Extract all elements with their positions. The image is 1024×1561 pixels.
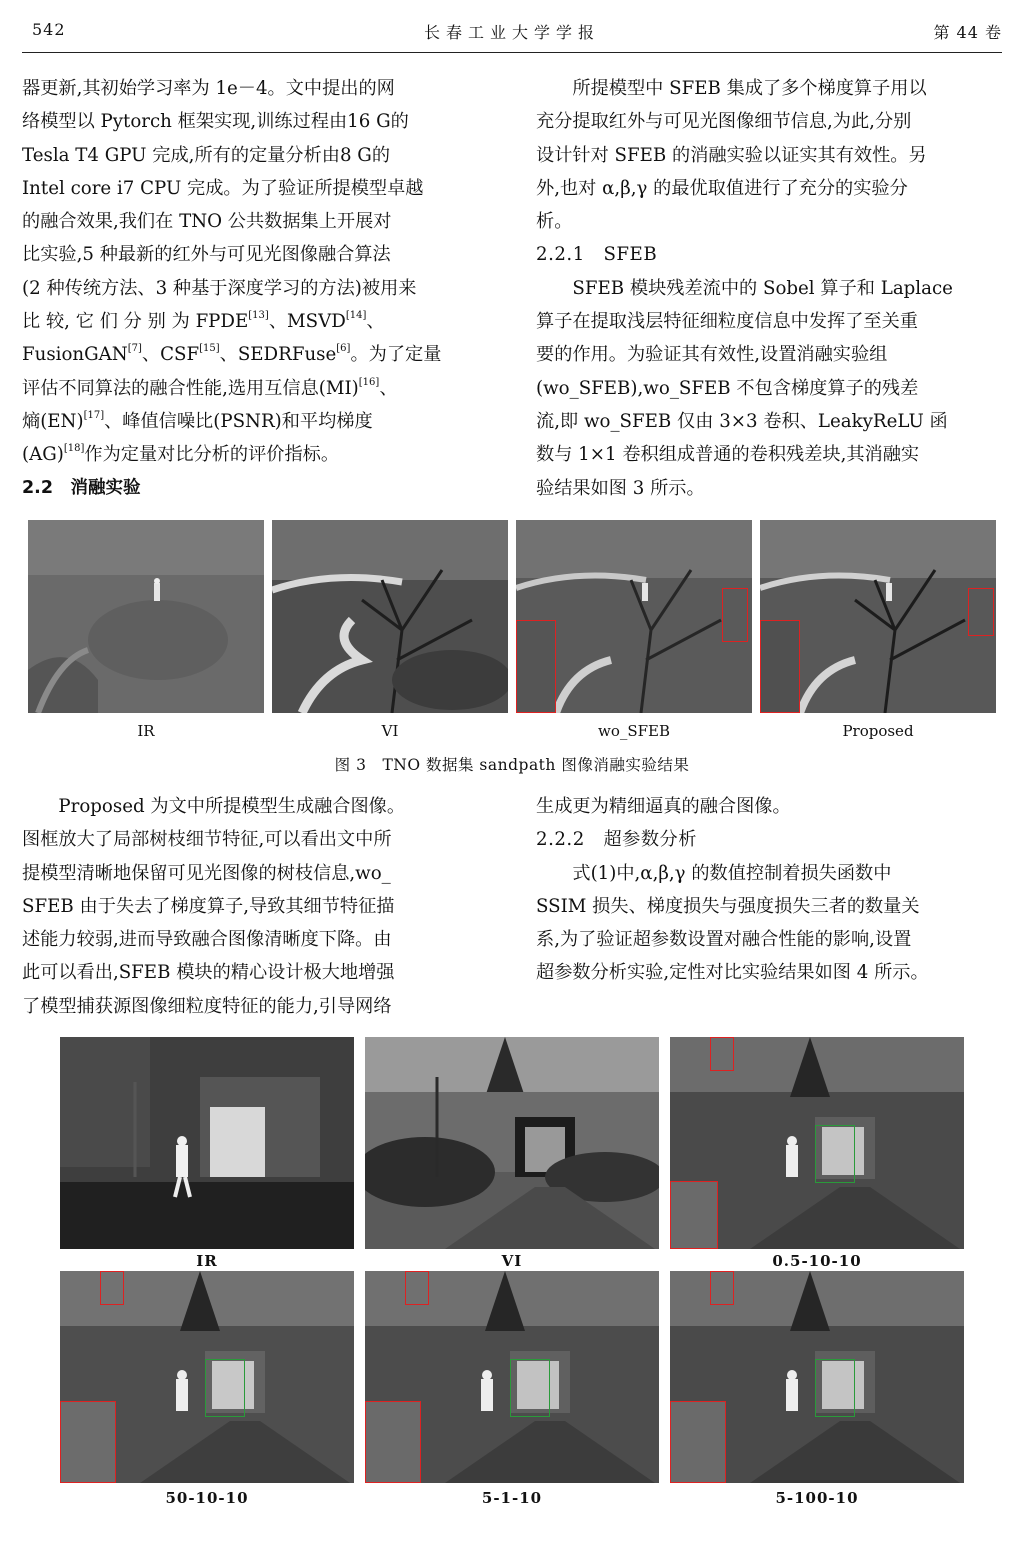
text-span: 评估不同算法的融合性能,选用互信息(MI) [22,377,359,399]
zoom-inset-box [365,1401,421,1483]
fig3-label: wo_SFEB [597,722,671,740]
text-line: 述能力较弱,进而导致融合图像清晰度下降。由 [22,929,392,951]
zoom-inset-box [60,1401,116,1483]
roi-green-box [815,1125,855,1183]
text-line: 络模型以 Pytorch 框架实现,训练过程由16 G的 [22,111,409,133]
text-line: 验结果如图 3 所示。 [536,477,705,499]
text-line: 充分提取红外与可见光图像细节信息,为此,分别 [536,111,912,133]
text-line: 的融合效果,我们在 TNO 公共数据集上开展对 [22,211,392,233]
text-line: 析。 [536,211,573,233]
citation: [16] [358,376,380,388]
text-line: (2 种传统方法、3 种基于深度学习的方法)被用来 [22,277,417,299]
text-line: 数与 1×1 卷积组成普通的卷积残差块,其消融实 [536,444,920,466]
text-span: 、 [379,377,398,399]
fig4-label: 5-100-10 [775,1489,859,1507]
zoom-inset-box [516,620,556,713]
fig4-vi-image [365,1037,659,1249]
figure-caption: 图 3 TNO 数据集 sandpath 图像消融实验结果 [334,756,690,774]
citation: [15] [199,343,220,355]
text-line: 算子在提取浅层特征细粒度信息中发挥了至关重 [536,311,918,333]
text-line: 提模型清晰地保留可见光图像的树枝信息,wo_ [22,862,391,884]
roi-box [710,1271,734,1305]
text-line: 要的作用。为验证其有效性,设置消融实验组 [536,344,888,366]
text-line: 设计针对 SFEB 的消融实验以证实其有效性。另 [536,144,927,166]
citation: [7] [127,343,142,355]
text-line: Proposed 为文中所提模型生成融合图像。 [58,796,406,817]
text-line: 图框放大了局部树枝细节特征,可以看出文中所 [22,829,392,851]
fig4-label: 50-10-10 [165,1489,249,1507]
roi-green-box [510,1359,550,1417]
fig4-result-image [365,1271,659,1483]
text-span: 熵(EN) [22,410,84,432]
fig4-label: 5-1-10 [481,1489,543,1507]
text-line: 生成更为精细逼真的融合图像。 [536,796,791,817]
text-line: Tesla T4 GPU 完成,所有的定量分析由8 G的 [22,144,391,166]
right-column-mid [536,790,1002,990]
roi-green-box [205,1359,245,1417]
text-line: 系,为了验证超参数设置对融合性能的影响,设置 [536,929,912,951]
text-line: SFEB 由于失去了梯度算子,导致其细节特征描 [22,895,395,917]
fig3-label: IR [137,722,155,740]
text-line [22,372,488,405]
roi-green-box [815,1359,855,1417]
fig3-wo-sfeb-image [516,520,752,713]
journal-title: 长春工业大学学报 [423,23,600,42]
fig4-result-image [670,1037,964,1249]
fig3-ir-image [28,520,264,713]
text-line: 外,也对 α,β,γ 的最优取值进行了充分的实验分 [536,177,908,199]
text-line [22,338,488,371]
fig4-result-image [60,1271,354,1483]
volume-label: 第 44 卷 [933,23,1002,42]
fig3-vi-image [272,520,508,713]
left-column-top [22,72,488,505]
text-span: 作为定量对比分析的评价指标。 [84,444,340,466]
fig4-label: VI [501,1252,523,1270]
fig4-label: IR [196,1252,218,1270]
text-line: 式(1)中,α,β,γ 的数值控制着损失函数中 [572,862,892,884]
citation: [18] [63,443,85,455]
text-line: SSIM 损失、梯度损失与强度损失三者的数量关 [536,895,920,917]
zoom-inset-box [670,1181,718,1249]
citation: [17] [83,409,105,421]
subsection-heading: 2.2.2 超参数分析 [536,829,697,851]
zoom-inset-box [670,1401,726,1483]
text-line [22,405,488,438]
roi-box [722,588,748,642]
text-line: 比实验,5 种最新的红外与可见光图像融合算法 [22,244,391,266]
roi-box [405,1271,429,1305]
fig3-label: Proposed [842,722,914,740]
text-span: 、SEDRFuse [219,344,337,366]
text-span: 、 [366,311,385,333]
text-line: 了模型捕获源图像细粒度特征的能力,引导网络 [22,995,392,1017]
zoom-inset-box [760,620,800,713]
text-line: SFEB 模块残差流中的 Sobel 算子和 Laplace [572,277,953,299]
text-span: 、MSVD [268,311,346,333]
left-column-mid [22,790,488,1023]
fig4-result-image [670,1271,964,1483]
roi-box [710,1037,734,1071]
text-line: 器更新,其初始学习率为 1e－4。文中提出的网 [22,78,395,99]
fig4-ir-image [60,1037,354,1249]
fig3-label: VI [381,722,399,740]
citation: [13] [248,310,269,322]
text-line: 所提模型中 SFEB 集成了多个梯度算子用以 [572,78,927,99]
text-line [22,438,488,471]
subsection-heading: 2.2.1 SFEB [536,244,658,266]
roi-box [100,1271,124,1305]
text-span: 。为了定量 [350,344,442,366]
right-column-top [536,72,1002,505]
fig4-label: 0.5-10-10 [772,1252,862,1270]
roi-box [968,588,994,636]
text-span: (AG) [22,444,64,466]
text-line: (wo_SFEB),wo_SFEB 不包含梯度算子的残差 [536,377,919,399]
page-header [22,18,1002,53]
text-span: 比 较, 它 们 分 别 为 FPDE [22,311,249,333]
text-span: 、CSF [141,344,200,366]
text-line: Intel core i7 CPU 完成。为了验证所提模型卓越 [22,177,424,199]
page-number: 542 [32,20,66,39]
text-line [22,305,488,338]
text-span: FusionGAN [22,344,128,366]
section-heading: 2.2 消融实验 [22,477,141,498]
text-span: 、峰值信噪比(PSNR)和平均梯度 [104,410,373,432]
fig3-proposed-image [760,520,996,713]
citation: [6] [336,343,351,355]
text-line: 流,即 wo_SFEB 仅由 3×3 卷积、LeakyReLU 函 [536,410,948,432]
text-line: 超参数分析实验,定性对比实验结果如图 4 所示。 [536,962,929,984]
citation: [14] [345,310,367,322]
text-line: 此可以看出,SFEB 模块的精心设计极大地增强 [22,962,395,984]
